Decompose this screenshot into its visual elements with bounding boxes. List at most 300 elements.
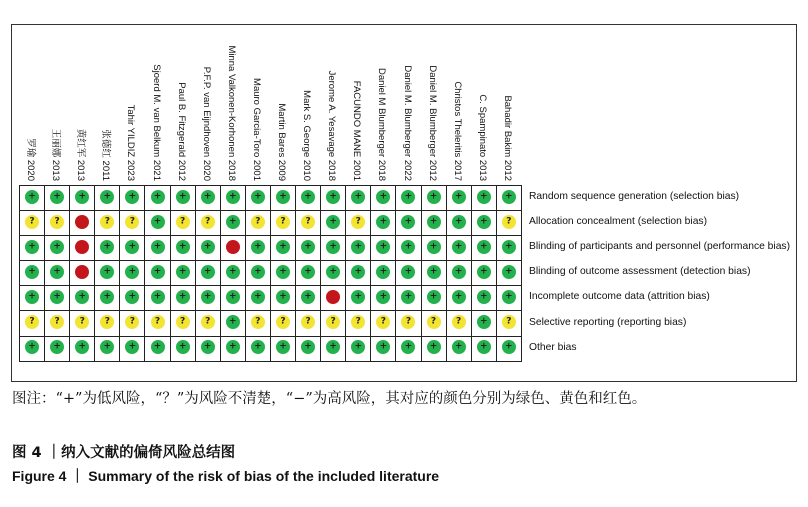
judgment-cell	[396, 286, 421, 311]
low-risk-icon	[25, 265, 39, 279]
low-risk-icon	[376, 340, 390, 354]
domain-row	[20, 336, 522, 361]
judgment-cell	[45, 211, 70, 236]
study-label: Paul B. Fitzgerald 2012	[175, 82, 187, 181]
judgment-cell	[170, 286, 195, 311]
judgment-cell	[421, 211, 446, 236]
judgment-cell	[195, 236, 220, 261]
judgment-cell	[95, 186, 120, 211]
judgment-cell	[296, 211, 321, 236]
judgment-symbol: +	[505, 341, 513, 352]
judgment-cell	[220, 261, 245, 286]
judgment-symbol: +	[229, 266, 237, 277]
judgment-symbol: +	[229, 291, 237, 302]
judgment-cell	[145, 261, 170, 286]
study-label: Mauro Garcia-Toro 2001	[250, 78, 262, 181]
domain-row	[20, 311, 522, 336]
study-label: P.F.P. van Eijndhoven 2020	[200, 66, 212, 181]
study-column-header	[69, 47, 93, 185]
judgment-cell	[220, 311, 245, 336]
judgment-cell	[95, 211, 120, 236]
study-label: 王丽娜 2013	[50, 128, 62, 181]
judgment-symbol: ?	[79, 316, 85, 327]
judgment-cell	[195, 286, 220, 311]
judgment-symbol: +	[128, 241, 137, 252]
low-risk-icon	[251, 265, 265, 279]
unclear-risk-icon	[176, 315, 190, 329]
low-risk-icon	[125, 240, 139, 254]
judgment-cell	[296, 286, 321, 311]
judgment-symbol: +	[128, 191, 137, 202]
study-column-header	[496, 47, 520, 185]
low-risk-icon	[477, 240, 491, 254]
unclear-risk-icon	[276, 315, 290, 329]
judgment-cell	[195, 211, 220, 236]
judgment-symbol: +	[103, 266, 112, 277]
study-label: Christos Theleritis 2017	[451, 81, 463, 181]
judgment-symbol: +	[329, 341, 337, 352]
judgment-cell	[496, 236, 521, 261]
unclear-risk-icon	[75, 315, 89, 329]
low-risk-icon	[50, 190, 64, 204]
judgment-symbol: +	[279, 291, 287, 302]
judgment-symbol: ?	[280, 316, 286, 327]
study-column-header	[195, 47, 219, 185]
judgment-cell	[245, 211, 270, 236]
judgment-symbol: +	[229, 316, 237, 327]
judgment-cell	[396, 311, 421, 336]
judgment-symbol: ?	[205, 316, 211, 327]
judgment-symbol: +	[505, 191, 513, 202]
unclear-risk-icon	[427, 315, 441, 329]
judgment-cell	[296, 261, 321, 286]
high-risk-icon	[75, 215, 89, 229]
judgment-cell	[296, 336, 321, 361]
judgment-cell	[120, 211, 145, 236]
low-risk-icon	[201, 340, 215, 354]
judgment-symbol: +	[404, 341, 413, 352]
judgment-symbol: +	[254, 341, 262, 352]
low-risk-icon	[401, 190, 415, 204]
low-risk-icon	[477, 290, 491, 304]
study-column-header	[421, 47, 445, 185]
judgment-cell	[70, 336, 95, 361]
judgment-symbol: +	[429, 266, 438, 277]
unclear-risk-icon	[50, 215, 64, 229]
judgment-symbol: ?	[380, 316, 386, 327]
judgment-symbol: ?	[179, 316, 186, 327]
judgment-cell	[20, 286, 45, 311]
judgment-cell	[145, 236, 170, 261]
judgment-cell	[120, 336, 145, 361]
low-risk-icon	[176, 340, 190, 354]
judgment-symbol: ?	[330, 316, 336, 327]
judgment-cell	[195, 311, 220, 336]
unclear-risk-icon	[125, 215, 139, 229]
low-risk-icon	[100, 265, 114, 279]
low-risk-icon	[50, 290, 64, 304]
study-label: Daniel M. Blumberger 2022	[401, 65, 413, 181]
unclear-risk-icon	[151, 315, 165, 329]
judgment-cell	[70, 236, 95, 261]
judgment-symbol: +	[279, 191, 287, 202]
unclear-risk-icon	[50, 315, 64, 329]
judgment-cell	[471, 311, 496, 336]
low-risk-icon	[477, 215, 491, 229]
judgment-cell	[20, 311, 45, 336]
judgment-cell	[95, 236, 120, 261]
judgment-symbol: +	[229, 216, 237, 227]
study-label: Minna Valkonen-Korhonen 2018	[225, 45, 237, 181]
judgment-cell	[446, 261, 471, 286]
judgment-symbol: +	[53, 341, 61, 352]
low-risk-icon	[452, 290, 466, 304]
unclear-risk-icon	[326, 315, 340, 329]
study-column-header	[119, 47, 143, 185]
high-risk-icon	[326, 290, 340, 304]
judgment-symbol: +	[153, 191, 162, 202]
study-label: FACUNDO MANE 2001	[351, 80, 363, 181]
judgment-cell	[70, 211, 95, 236]
low-risk-icon	[452, 265, 466, 279]
judgment-cell	[371, 186, 396, 211]
low-risk-icon	[301, 240, 315, 254]
low-risk-icon	[477, 340, 491, 354]
domain-label: Incomplete outcome data (attrition bias)	[529, 291, 710, 303]
judgment-symbol: ?	[129, 316, 136, 327]
unclear-risk-icon	[100, 315, 114, 329]
judgment-symbol: +	[429, 241, 438, 252]
judgment-symbol: +	[379, 241, 388, 252]
study-label: 罗瑜 2020	[25, 138, 36, 181]
risk-of-bias-figure	[11, 24, 797, 382]
low-risk-icon	[477, 315, 491, 329]
judgment-symbol: +	[379, 291, 388, 302]
low-risk-icon	[326, 265, 340, 279]
low-risk-icon	[276, 265, 290, 279]
low-risk-icon	[452, 340, 466, 354]
low-risk-icon	[502, 265, 516, 279]
judgment-cell	[270, 211, 295, 236]
judgment-cell	[471, 236, 496, 261]
judgment-symbol: +	[404, 216, 413, 227]
judgment-symbol: +	[429, 216, 438, 227]
judgment-cell	[95, 311, 120, 336]
judgment-cell	[245, 261, 270, 286]
judgment-symbol: +	[53, 266, 61, 277]
low-risk-icon	[176, 240, 190, 254]
figure-note: 图注：“+”为低风险，“？”为风险不清楚，“−”为高风险，其对应的颜色分别为绿色、黄色和红色。	[12, 391, 647, 407]
low-risk-icon	[226, 290, 240, 304]
judgment-symbol: +	[354, 266, 363, 277]
study-column-header	[245, 47, 269, 185]
low-risk-icon	[151, 240, 165, 254]
low-risk-icon	[427, 265, 441, 279]
judgment-cell	[296, 311, 321, 336]
judgment-symbol: +	[329, 241, 337, 252]
judgment-cell	[296, 236, 321, 261]
low-risk-icon	[25, 190, 39, 204]
judgment-cell	[321, 236, 346, 261]
judgment-cell	[321, 186, 346, 211]
low-risk-icon	[251, 190, 265, 204]
judgment-cell	[220, 336, 245, 361]
low-risk-icon	[226, 340, 240, 354]
judgment-symbol: +	[254, 241, 262, 252]
judgment-symbol: +	[254, 266, 262, 277]
judgment-cell	[270, 236, 295, 261]
judgment-symbol: ?	[355, 316, 361, 327]
judgment-cell	[321, 211, 346, 236]
judgment-cell	[421, 336, 446, 361]
judgment-cell	[471, 286, 496, 311]
unclear-risk-icon	[125, 315, 139, 329]
judgment-symbol: +	[229, 341, 237, 352]
low-risk-icon	[276, 290, 290, 304]
judgment-symbol: +	[128, 291, 137, 302]
low-risk-icon	[351, 290, 365, 304]
unclear-risk-icon	[25, 315, 39, 329]
low-risk-icon	[75, 290, 89, 304]
judgment-cell	[421, 286, 446, 311]
judgment-symbol: +	[454, 216, 463, 227]
low-risk-icon	[376, 265, 390, 279]
judgment-cell	[346, 236, 371, 261]
domain-label: Other bias	[529, 341, 577, 353]
judgment-cell	[371, 261, 396, 286]
judgment-cell	[195, 261, 220, 286]
judgment-cell	[321, 286, 346, 311]
judgment-symbol: +	[203, 266, 212, 277]
low-risk-icon	[100, 290, 114, 304]
judgment-cell	[20, 336, 45, 361]
low-risk-icon	[125, 290, 139, 304]
judgment-cell	[20, 236, 45, 261]
judgment-cell	[496, 336, 521, 361]
study-column-header	[220, 47, 244, 185]
low-risk-icon	[25, 290, 39, 304]
low-risk-icon	[226, 215, 240, 229]
judgment-symbol: +	[53, 191, 61, 202]
judgment-cell	[371, 336, 396, 361]
low-risk-icon	[326, 240, 340, 254]
low-risk-icon	[351, 340, 365, 354]
judgment-cell	[496, 311, 521, 336]
judgment-symbol: +	[28, 241, 36, 252]
unclear-risk-icon	[301, 215, 315, 229]
judgment-cell	[396, 236, 421, 261]
judgment-cell	[195, 186, 220, 211]
study-label: 张德红 2011	[100, 129, 112, 181]
judgment-cell	[220, 236, 245, 261]
judgment-cell	[346, 311, 371, 336]
judgment-cell	[446, 236, 471, 261]
judgment-cell	[45, 236, 70, 261]
low-risk-icon	[276, 190, 290, 204]
judgment-symbol: +	[354, 191, 363, 202]
study-label: Martin Bares 2009	[276, 103, 287, 181]
judgment-symbol: +	[254, 191, 262, 202]
low-risk-icon	[452, 215, 466, 229]
judgment-cell	[170, 311, 195, 336]
judgment-symbol: +	[454, 241, 463, 252]
judgment-cell	[396, 211, 421, 236]
judgment-symbol: +	[53, 241, 61, 252]
study-label: Sjoerd M. van Belkum 2021	[150, 64, 162, 181]
judgment-cell	[70, 186, 95, 211]
judgment-symbol: +	[28, 291, 36, 302]
judgment-symbol: +	[354, 291, 363, 302]
unclear-risk-icon	[401, 315, 415, 329]
unclear-risk-icon	[351, 315, 365, 329]
low-risk-icon	[100, 240, 114, 254]
judgment-cell	[371, 311, 396, 336]
study-column-header	[446, 47, 470, 185]
judgment-symbol: ?	[54, 316, 60, 327]
low-risk-icon	[50, 265, 64, 279]
low-risk-icon	[502, 340, 516, 354]
judgment-symbol: +	[404, 291, 413, 302]
low-risk-icon	[251, 340, 265, 354]
judgment-symbol: +	[479, 266, 488, 277]
low-risk-icon	[201, 240, 215, 254]
judgment-cell	[95, 261, 120, 286]
judgment-symbol: +	[454, 341, 463, 352]
judgment-cell	[70, 261, 95, 286]
study-column-header	[170, 47, 194, 185]
low-risk-icon	[401, 215, 415, 229]
judgment-cell	[446, 186, 471, 211]
study-column-header	[19, 47, 43, 185]
low-risk-icon	[151, 290, 165, 304]
low-risk-icon	[477, 265, 491, 279]
domain-row	[20, 186, 522, 211]
unclear-risk-icon	[201, 215, 215, 229]
study-column-header	[320, 47, 344, 185]
judgment-symbol: +	[329, 191, 337, 202]
judgment-symbol: ?	[104, 316, 110, 327]
judgment-symbol: +	[429, 191, 438, 202]
unclear-risk-icon	[276, 215, 290, 229]
judgment-cell	[220, 211, 245, 236]
judgment-symbol: +	[203, 341, 212, 352]
judgment-symbol: +	[128, 341, 137, 352]
low-risk-icon	[351, 190, 365, 204]
low-risk-icon	[326, 215, 340, 229]
study-label: Tahir YILDIZ 2023	[125, 104, 137, 181]
study-column-header	[145, 47, 169, 185]
unclear-risk-icon	[452, 315, 466, 329]
judgment-cell	[95, 286, 120, 311]
judgment-cell	[371, 286, 396, 311]
judgment-cell	[145, 286, 170, 311]
judgment-cell	[496, 211, 521, 236]
judgment-symbol: ?	[29, 216, 35, 227]
low-risk-icon	[75, 190, 89, 204]
judgment-symbol: +	[304, 266, 312, 277]
judgment-cell	[270, 336, 295, 361]
judgment-symbol: +	[103, 241, 112, 252]
judgment-symbol: +	[229, 191, 237, 202]
low-risk-icon	[326, 340, 340, 354]
low-risk-icon	[226, 190, 240, 204]
judgment-symbol: +	[178, 341, 187, 352]
unclear-risk-icon	[351, 215, 365, 229]
judgment-cell	[145, 311, 170, 336]
judgment-cell	[396, 336, 421, 361]
low-risk-icon	[401, 265, 415, 279]
judgment-cell	[170, 261, 195, 286]
study-column-header	[295, 47, 319, 185]
domain-row	[20, 286, 522, 311]
judgment-cell	[20, 186, 45, 211]
judgment-cell	[170, 336, 195, 361]
low-risk-icon	[502, 290, 516, 304]
judgment-cell	[120, 261, 145, 286]
judgment-symbol: +	[153, 291, 162, 302]
judgment-symbol: +	[203, 291, 212, 302]
domain-label: Selective reporting (reporting bias)	[529, 316, 687, 328]
judgment-symbol: +	[479, 341, 488, 352]
low-risk-icon	[401, 340, 415, 354]
judgment-symbol: +	[329, 216, 337, 227]
low-risk-icon	[100, 190, 114, 204]
judgment-cell	[471, 261, 496, 286]
judgment-cell	[70, 286, 95, 311]
low-risk-icon	[326, 190, 340, 204]
judgment-symbol: +	[153, 216, 162, 227]
judgment-symbol: ?	[355, 216, 361, 227]
judgment-cell	[245, 236, 270, 261]
judgment-cell	[321, 261, 346, 286]
judgment-cell	[346, 286, 371, 311]
study-column-header	[345, 47, 369, 185]
unclear-risk-icon	[502, 315, 516, 329]
domain-label: Allocation concealment (selection bias)	[529, 216, 707, 228]
low-risk-icon	[502, 240, 516, 254]
low-risk-icon	[376, 290, 390, 304]
judgment-cell	[496, 286, 521, 311]
judgment-cell	[346, 211, 371, 236]
judgment-cell	[496, 186, 521, 211]
caption-english: Figure 4 ｜ Summary of the risk of bias of the included literature	[12, 468, 440, 484]
low-risk-icon	[151, 265, 165, 279]
study-label: Daniel M. Blumberger 2012	[426, 65, 438, 181]
judgment-cell	[45, 286, 70, 311]
judgment-cell	[145, 211, 170, 236]
judgment-symbol: +	[78, 291, 86, 302]
judgment-symbol: +	[254, 291, 262, 302]
judgment-symbol: ?	[205, 216, 211, 227]
judgment-symbol: +	[479, 191, 488, 202]
study-label: Jerome A. Yesavage 2018	[326, 70, 338, 181]
judgment-cell	[120, 236, 145, 261]
judgment-cell	[421, 261, 446, 286]
judgment-cell	[120, 286, 145, 311]
judgment-cell	[220, 286, 245, 311]
low-risk-icon	[251, 240, 265, 254]
judgment-cell	[346, 186, 371, 211]
judgment-symbol: +	[404, 266, 413, 277]
judgment-cell	[396, 261, 421, 286]
judgment-symbol: +	[429, 291, 438, 302]
judgment-cell	[346, 336, 371, 361]
judgment-symbol: +	[454, 291, 463, 302]
low-risk-icon	[301, 190, 315, 204]
judgment-symbol: +	[178, 241, 187, 252]
study-label: Daniel M Blumberger 2018	[376, 67, 388, 181]
study-column-header	[270, 47, 294, 185]
